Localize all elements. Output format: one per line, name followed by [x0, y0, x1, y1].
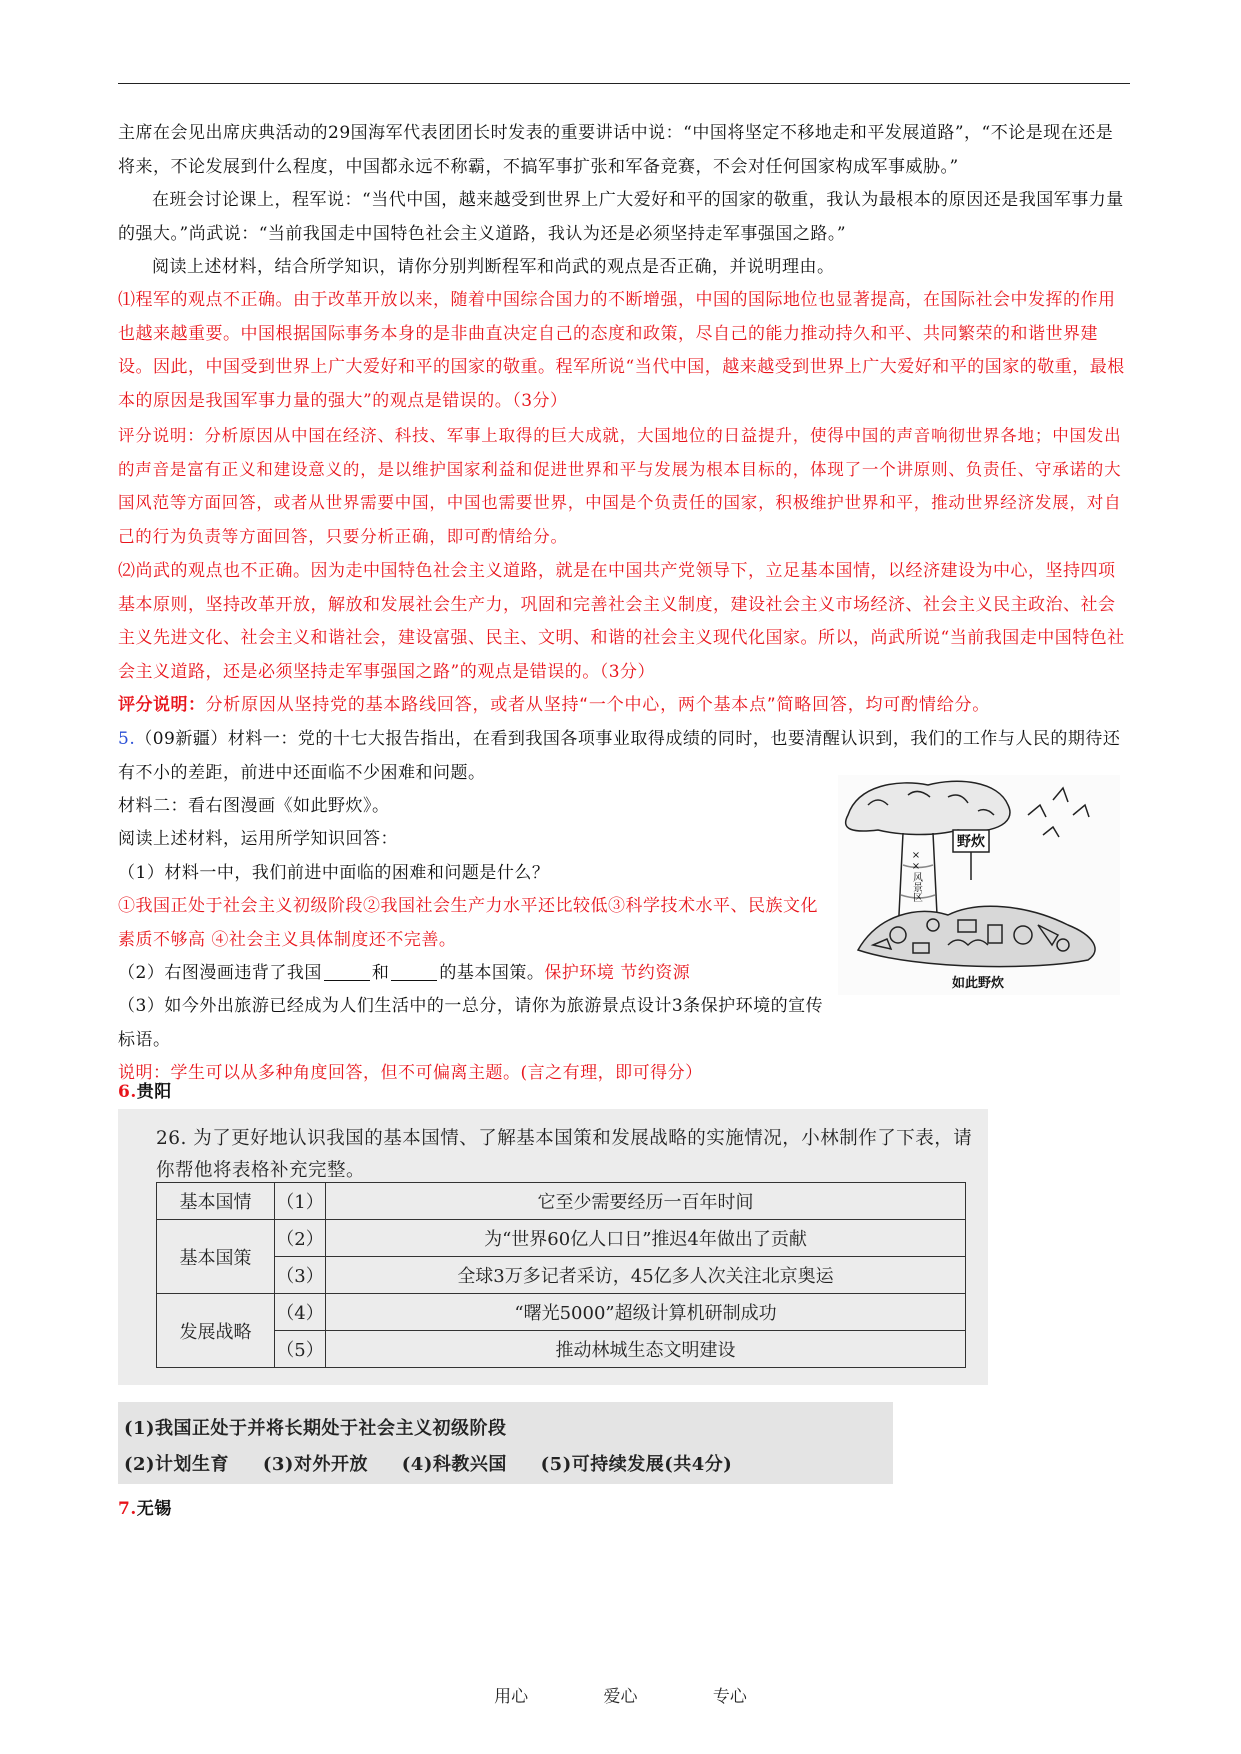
question-5-sub2-b: 和: [371, 963, 390, 983]
row-text: 它至少需要经历一百年时间: [326, 1183, 966, 1220]
row-number: （1）: [275, 1183, 326, 1220]
table-row: [157, 1331, 966, 1368]
cartoon-drawing: [838, 775, 1120, 995]
cartoon-image: [838, 775, 1120, 995]
grading-note-2-text: 分析原因从坚持党的基本路线回答，或者从坚持“一个中心，两个基本点”简略回答，均可酌情给分。: [205, 695, 991, 715]
cartoon-trunk-text: ××风景区: [910, 850, 922, 902]
header-rule: [118, 83, 1130, 84]
footer-word-2: 爱心: [603, 1687, 638, 1707]
question-6-place: 贵阳: [136, 1082, 172, 1102]
answer-1: ⑴程军的观点不正确。由于改革开放以来，随着中国综合国力的不断增强，中国的国际地位也显著提高，在国际社会中发挥的作用也越来越重要。中国根据国际事务本身的是非曲直决定自己的态度和政策，尽自己的能力推动持久和平、共同繁荣的和谐世界建设。因此，中国受到世界上广大爱好和平的国家的敬重。程军所说“当代中国，越来越受到世界上广大爱好和平的国家的敬重，最根本的原因是我国军事力量的强大”的观点是错误的。（3分）: [118, 290, 1125, 411]
question-5-note: 说明：学生可以从多种角度回答，但不可偏离主题。(言之有理，即可得分）: [118, 1063, 703, 1083]
scan-answer-line2: (2)计划生育 (3)对外开放 (4)科教兴国 (5)可持续发展(共4分): [124, 1454, 733, 1475]
footer-word-3: 专心: [712, 1687, 747, 1707]
row-text: 全球3万多记者采访，45亿多人次关注北京奥运: [326, 1257, 966, 1294]
question-5-sub3: （3）如今外出旅游已经成为人们生活中的一总分，请你为旅游景点设计3条保护环境的宣传标语。: [118, 996, 824, 1050]
intro-line1: 主席在会见出席庆典活动的29国海军代表团团长时发表的重要讲话中说：“中国将坚定不移地走和平发展道路”，“不论是现在还是将来，不论发展到什么程度，中国都永远不称霸，不搞军事扩张和军备竞赛，不会对任何国家构成军事威胁。”: [118, 123, 1114, 177]
table-row: [157, 1294, 966, 1331]
row-number: （2）: [275, 1220, 326, 1257]
page-footer: [0, 1682, 1241, 1707]
question-5-sub2-a: （2）右图漫画违背了我国: [118, 963, 322, 983]
question-5-sub2: [118, 957, 826, 991]
question-5-number: 5.: [118, 729, 136, 749]
intro-para3: 阅读上述材料，结合所学知识，请你分别判断程军和尚武的观点是否正确，并说明理由。: [152, 257, 835, 277]
table-row: [157, 1220, 966, 1257]
question-7-heading: [118, 1493, 318, 1527]
scan-answer-line1: (1)我国正处于并将长期处于社会主义初级阶段: [124, 1418, 507, 1439]
table-row: [157, 1183, 966, 1220]
intro-para2: 在班会讨论课上，程军说：“当代中国，越来越受到世界上广大爱好和平的国家的敬重，我认为最根本的原因还是我国军事力量的强大。”尚武说：“当前我国走中国特色社会主义道路，我认为还是必须坚持走军事强国之路。”: [118, 190, 1124, 244]
question-5-prompt: 阅读上述材料，运用所学知识回答：: [118, 829, 398, 849]
national-policy-table: [156, 1182, 966, 1368]
question-5-answer2: 保护环境 节约资源: [544, 963, 691, 983]
question-6-number: 6.: [118, 1082, 137, 1102]
scanned-question-table: [118, 1109, 988, 1385]
question-5-material2: 材料二：看右图漫画《如此野炊》。: [118, 796, 390, 816]
row-label: 基本国情: [157, 1183, 275, 1220]
fill-blank-2: [391, 962, 437, 981]
scanned-answer: [118, 1402, 893, 1484]
row-text: “曙光5000”超级计算机研制成功: [326, 1294, 966, 1331]
row-number: （5）: [275, 1331, 326, 1368]
answer-2: ⑵尚武的观点也不正确。因为走中国特色社会主义道路，就是在中国共产党领导下，立足基本国情，以经济建设为中心，坚持四项基本原则，坚持改革开放，解放和发展社会生产力，巩固和完善社会主义制度，建设社会主义市场经济、社会主义民主政治、社会主义先进文化、社会主义和谐社会，建设富强、民主、文明、和谐的社会主义现代化国家。所以，尚武所说“当前我国走中国特色社会主义道路，还是必须坚持走军事强国之路”的观点是错误的。（3分）: [118, 561, 1125, 682]
question-5-material1-text: （09新疆）材料一：党的十七大报告指出，在看到我国各项事业取得成绩的同时，也要清醒认识到，我们的工作与人民的期待还有不小的差距，前进中还面临不少困难和问题。: [118, 729, 1121, 783]
grading-note-2-label: 评分说明：: [118, 695, 206, 715]
footer-word-1: 用心: [494, 1687, 529, 1707]
cartoon-caption: 如此野炊: [951, 976, 1005, 991]
question-5-sub2-c: 的基本国策。: [439, 963, 545, 983]
question-7-place: 无锡: [136, 1499, 172, 1519]
question-5-sub1: （1）材料一中，我们前进中面临的困难和问题是什么？: [118, 863, 550, 883]
question-5-answer1: ①我国正处于社会主义初级阶段②我国社会生产力水平还比较低③科学技术水平、民族文化素质不够高 ④社会主义具体制度还不完善。: [118, 896, 818, 950]
row-text: 为“世界60亿人口日”推迟4年做出了贡献: [326, 1220, 966, 1257]
scan-question-title: 26. 为了更好地认识我国的基本国情、了解基本国策和发展战略的实施情况，小林制作了下表，请你帮他将表格补充完整。: [156, 1128, 973, 1181]
question-6-heading: [118, 1076, 318, 1110]
row-text: 推动林城生态文明建设: [326, 1331, 966, 1368]
grading-note-1: 评分说明：分析原因从中国在经济、科技、军事上取得的巨大成就，大国地位的日益提升，使得中国的声音响彻世界各地；中国发出的声音是富有正义和建设意义的，是以维护国家利益和促进世界和平与发展为根本目标的，体现了一个讲原则、负责任、守承诺的大国风范等方面回答，或者从世界需要中国，中国也需要世界，中国是个负责任的国家，积极维护世界和平，推动世界经济发展，对自己的行为负责等方面回答，只要分析正确，即可酌情给分。: [118, 426, 1122, 546]
question-7-number: 7.: [118, 1499, 137, 1519]
row-number: （3）: [275, 1257, 326, 1294]
fill-blank-1: [324, 962, 370, 981]
row-label: 发展战略: [157, 1294, 275, 1368]
cartoon-sign-text: 野炊: [957, 834, 985, 850]
row-number: （4）: [275, 1294, 326, 1331]
grading-note-2: [118, 689, 1130, 723]
table-row: [157, 1257, 966, 1294]
row-label: 基本国策: [157, 1220, 275, 1294]
